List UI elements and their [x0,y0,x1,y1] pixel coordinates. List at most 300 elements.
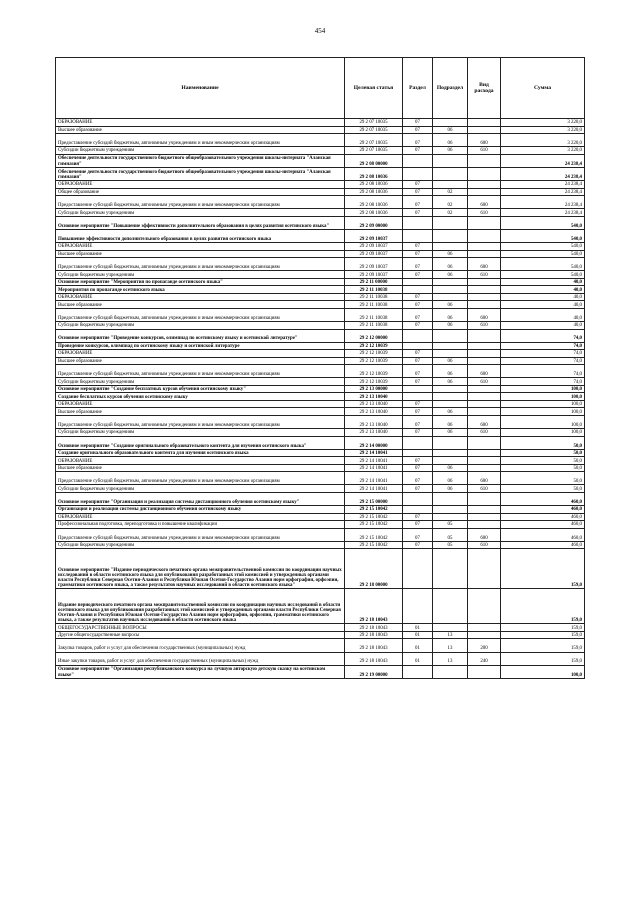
cell-section [403,229,433,242]
cell-target-article: 29 2 18 00000 [345,549,403,589]
cell-section: 07 [403,250,433,258]
cell-section [403,449,433,457]
cell-name: Высшее образование [56,126,345,134]
header-target-article: Целевая статья [345,58,403,119]
cell-section [403,492,433,505]
table-row [56,286,585,294]
cell-sum: 74,0 [501,365,585,378]
table-row [56,408,585,416]
table-row [56,631,585,639]
cell-target-article: 29 2 14 10041 [345,449,403,457]
cell-target-article: 29 2 12 00000 [345,329,403,342]
cell-subsection [433,286,468,294]
cell-subsection: 06 [433,126,468,134]
cell-expense-type: 610 [468,485,501,493]
cell-sum: 540,0 [501,271,585,279]
cell-section: 07 [403,243,433,251]
cell-subsection: 06 [433,271,468,279]
table-row [56,308,585,321]
cell-expense-type: 600 [468,134,501,147]
table-row [56,400,585,408]
cell-expense-type: 600 [468,528,501,541]
cell-subsection [433,393,468,401]
table-row [56,393,585,401]
cell-section [403,342,433,350]
cell-subsection [433,216,468,229]
cell-section [403,278,433,286]
cell-target-article: 29 2 07 10035 [345,147,403,155]
table-row [56,365,585,378]
cell-name: Создание бесплатных курсов обучения осетинскому языку [56,393,345,401]
header-section: Раздел [403,58,433,119]
cell-name: Субсидии бюджетным учреждениям [56,485,345,493]
cell-expense-type [468,400,501,408]
cell-name: Издание периодического печатного органа межправительственной комиссии по координации научных исследований в области осетинского языка для опубликования разработанных этой комиссией и утвержденных органами власти Республики Северная Осетия-Алания и Республики Южная Осетия-Государство Алания норм орфографии, орфоэпии, грамматики осетинского языка, а также результатов научных исследований в области осетинского языка [56,589,345,624]
table-row [56,293,585,301]
header-name: Наименование [56,58,345,119]
table-row [56,126,585,134]
table-row [56,271,585,279]
cell-expense-type: 610 [468,209,501,217]
cell-target-article: 29 2 12 10039 [345,357,403,365]
cell-target-article: 29 2 15 10042 [345,506,403,514]
cell-section [403,286,433,294]
cell-section [403,393,433,401]
cell-target-article: 29 2 13 10040 [345,429,403,437]
cell-name: Повышение эффективности дополнительного образования в целях развития осетинского языка [56,229,345,242]
cell-sum: 24 238,4 [501,188,585,196]
table-row [56,506,585,514]
cell-sum: 159,0 [501,631,585,639]
table-row [56,147,585,155]
table-row [56,278,585,286]
cell-sum: 50,0 [501,464,585,472]
cell-sum: 100,0 [501,400,585,408]
cell-subsection: 06 [433,250,468,258]
table-row [56,209,585,217]
budget-table [55,57,585,679]
cell-expense-type: 600 [468,472,501,485]
cell-expense-type: 240 [468,652,501,665]
cell-target-article: 29 2 19 00000 [345,665,403,678]
cell-target-article: 29 2 11 10038 [345,286,403,294]
cell-target-article: 29 2 08 10036 [345,167,403,180]
cell-section: 07 [403,350,433,358]
cell-name: ОБРАЗОВАНИЕ [56,293,345,301]
cell-sum: 50,0 [501,449,585,457]
table-row [56,652,585,665]
cell-expense-type: 600 [468,196,501,209]
table-row [56,549,585,589]
cell-section: 07 [403,181,433,189]
cell-name: Основное мероприятие "Издание периодического печатного органа межправительственной комиссии по координации научных исследований в области осетинского языка для опубликования разработанных этой комиссией и утвержденных органами власти Республики Северная Осетия-Алания и Республики Южная Осетия-Государство Алания норм орфографии, орфоэпии, грамматики осетинского языка, а также результатов научных исследований в области осетинского языка" [56,549,345,589]
cell-subsection: 06 [433,147,468,155]
cell-target-article: 29 2 12 10039 [345,365,403,378]
cell-section: 07 [403,301,433,309]
cell-expense-type: 610 [468,541,501,549]
table-row [56,415,585,428]
cell-section: 07 [403,258,433,271]
cell-target-article: 29 2 09 10037 [345,271,403,279]
cell-target-article: 29 2 07 10035 [345,119,403,127]
cell-target-article: 29 2 09 00000 [345,216,403,229]
table-row [56,513,585,521]
cell-section: 07 [403,209,433,217]
table-row [56,196,585,209]
cell-name: ОБРАЗОВАНИЕ [56,119,345,127]
cell-expense-type [468,119,501,127]
cell-name: Высшее образование [56,408,345,416]
cell-subsection: 06 [433,258,468,271]
header-sum: Сумма [501,58,585,119]
cell-expense-type [468,665,501,678]
cell-target-article: 29 2 08 00000 [345,154,403,167]
cell-sum: 100,0 [501,665,585,678]
cell-name: Основное мероприятие "Организация и реализация системы дистанционного обучения осетинскому языку" [56,492,345,505]
cell-section: 07 [403,188,433,196]
cell-subsection: 13 [433,652,468,665]
cell-name: Предоставление субсидий бюджетным, автономным учреждениям и иным некоммерческим организациям [56,415,345,428]
cell-section: 01 [403,639,433,652]
table-row [56,639,585,652]
cell-subsection [433,243,468,251]
cell-subsection [433,549,468,589]
cell-expense-type [468,216,501,229]
cell-expense-type: 600 [468,365,501,378]
cell-target-article: 29 2 14 10041 [345,485,403,493]
cell-sum: 40,0 [501,301,585,309]
cell-subsection [433,449,468,457]
cell-section [403,549,433,589]
table-row [56,301,585,309]
cell-section: 07 [403,429,433,437]
cell-expense-type [468,393,501,401]
table-row [56,229,585,242]
cell-subsection [433,506,468,514]
cell-expense-type [468,549,501,589]
cell-sum: 159,0 [501,624,585,632]
cell-section: 07 [403,400,433,408]
cell-name: Субсидии бюджетным учреждениям [56,378,345,386]
cell-target-article: 29 2 14 10041 [345,472,403,485]
cell-target-article: 29 2 07 10035 [345,134,403,147]
cell-name: Субсидии бюджетным учреждениям [56,209,345,217]
cell-expense-type [468,181,501,189]
table-row [56,181,585,189]
cell-name: Обеспечение деятельности государственного бюджетного общеобразовательного учреждения школы-интерната "Аланская гимназия" [56,167,345,180]
cell-target-article: 29 2 18 10043 [345,589,403,624]
cell-section: 01 [403,624,433,632]
cell-name: Мероприятия по пропаганде осетинского языка [56,286,345,294]
table-row [56,167,585,180]
cell-target-article: 29 2 14 00000 [345,436,403,449]
cell-target-article: 29 2 18 10043 [345,639,403,652]
header-expense-type: Вид расхода [468,58,501,119]
cell-name: Субсидии бюджетным учреждениям [56,541,345,549]
cell-sum: 159,0 [501,639,585,652]
cell-subsection: 06 [433,322,468,330]
cell-section: 07 [403,308,433,321]
table-row [56,188,585,196]
cell-target-article: 29 2 11 10038 [345,308,403,321]
cell-name: Основное мероприятие "Мероприятия по пропаганде осетинского языка" [56,278,345,286]
cell-sum: 159,0 [501,652,585,665]
table-row [56,541,585,549]
cell-subsection: 06 [433,134,468,147]
cell-name: Предоставление субсидий бюджетным, автономным учреждениям и иным некоммерческим организациям [56,308,345,321]
cell-expense-type [468,449,501,457]
cell-subsection [433,665,468,678]
cell-subsection [433,350,468,358]
cell-sum: 3 220,0 [501,119,585,127]
cell-subsection: 06 [433,415,468,428]
cell-expense-type: 610 [468,429,501,437]
cell-target-article: 29 2 12 10039 [345,350,403,358]
cell-subsection [433,167,468,180]
cell-sum: 40,0 [501,322,585,330]
cell-expense-type: 610 [468,147,501,155]
cell-sum: 460,0 [501,541,585,549]
cell-target-article: 29 2 13 00000 [345,385,403,393]
cell-name: ОБРАЗОВАНИЕ [56,513,345,521]
cell-expense-type: 600 [468,308,501,321]
cell-name: ОБЩЕГОСУДАРСТВЕННЫЕ ВОПРОСЫ [56,624,345,632]
cell-sum: 460,0 [501,492,585,505]
cell-subsection: 02 [433,196,468,209]
table-row [56,134,585,147]
cell-name: Закупка товаров, работ и услуг для обеспечения государственных (муниципальных) нужд [56,639,345,652]
cell-expense-type [468,293,501,301]
cell-target-article: 29 2 18 10043 [345,652,403,665]
cell-subsection: 06 [433,408,468,416]
cell-target-article: 29 2 13 10040 [345,408,403,416]
cell-sum: 24 238,4 [501,167,585,180]
cell-section: 07 [403,521,433,529]
cell-expense-type [468,357,501,365]
page-number: 454 [314,27,326,35]
cell-expense-type [468,492,501,505]
cell-section: 07 [403,457,433,465]
cell-expense-type [468,521,501,529]
cell-subsection [433,181,468,189]
cell-section: 07 [403,357,433,365]
cell-subsection [433,329,468,342]
cell-expense-type [468,167,501,180]
cell-expense-type [468,301,501,309]
cell-sum: 540,0 [501,229,585,242]
cell-sum: 40,0 [501,308,585,321]
cell-subsection: 05 [433,528,468,541]
cell-target-article: 29 2 15 10042 [345,528,403,541]
cell-expense-type [468,329,501,342]
cell-target-article: 29 2 13 10040 [345,415,403,428]
cell-section: 07 [403,365,433,378]
cell-section: 07 [403,415,433,428]
cell-expense-type [468,286,501,294]
cell-section [403,167,433,180]
cell-name: Предоставление субсидий бюджетным, автономным учреждениям и иным некоммерческим организациям [56,258,345,271]
cell-section [403,436,433,449]
cell-target-article: 29 2 09 10037 [345,258,403,271]
cell-section: 07 [403,485,433,493]
cell-expense-type: 200 [468,639,501,652]
cell-sum: 74,0 [501,357,585,365]
table-row [56,528,585,541]
cell-section: 07 [403,322,433,330]
cell-subsection [433,154,468,167]
cell-subsection [433,589,468,624]
table-row [56,429,585,437]
cell-sum: 74,0 [501,329,585,342]
cell-section: 01 [403,631,433,639]
cell-expense-type: 600 [468,258,501,271]
cell-expense-type [468,154,501,167]
cell-target-article: 29 2 12 10039 [345,378,403,386]
cell-section: 07 [403,293,433,301]
cell-subsection [433,624,468,632]
cell-sum: 540,0 [501,216,585,229]
cell-expense-type [468,250,501,258]
cell-sum: 540,0 [501,258,585,271]
cell-target-article: 29 2 13 10040 [345,400,403,408]
cell-name: Субсидии бюджетным учреждениям [56,271,345,279]
table-row [56,350,585,358]
cell-sum: 24 238,4 [501,181,585,189]
table-header-row [56,58,585,119]
cell-target-article: 29 2 09 10037 [345,243,403,251]
table-row [56,589,585,624]
cell-name: Иные закупки товаров, работ и услуг для обеспечения государственных (муниципальных) нужд [56,652,345,665]
cell-name: Создание оригинального образовательного контента для изучения осетинского языка [56,449,345,457]
table-row [56,485,585,493]
cell-sum: 159,0 [501,549,585,589]
cell-section: 07 [403,464,433,472]
table-row [56,457,585,465]
cell-section: 07 [403,528,433,541]
table-body [56,119,585,679]
cell-sum: 74,0 [501,350,585,358]
cell-subsection: 13 [433,631,468,639]
cell-target-article: 29 2 11 10038 [345,293,403,301]
cell-section [403,216,433,229]
cell-sum: 100,0 [501,393,585,401]
cell-subsection [433,513,468,521]
cell-expense-type [468,436,501,449]
cell-target-article: 29 2 08 10036 [345,209,403,217]
table-row [56,665,585,678]
cell-sum: 50,0 [501,457,585,465]
cell-name: ОБРАЗОВАНИЕ [56,243,345,251]
table-row [56,322,585,330]
table-row [56,521,585,529]
cell-name: ОБРАЗОВАНИЕ [56,181,345,189]
cell-subsection: 06 [433,429,468,437]
cell-target-article: 29 2 09 10037 [345,229,403,242]
cell-target-article: 29 2 09 10037 [345,250,403,258]
cell-name: ОБРАЗОВАНИЕ [56,350,345,358]
table-row [56,624,585,632]
cell-target-article: 29 2 15 10042 [345,521,403,529]
cell-name: Предоставление субсидий бюджетным, автономным учреждениям и иным некоммерческим организациям [56,134,345,147]
cell-subsection [433,385,468,393]
cell-name: Основное мероприятие "Создание бесплатных курсов обучения осетинскому языку" [56,385,345,393]
cell-sum: 3 220,0 [501,126,585,134]
cell-section [403,154,433,167]
cell-name: Другие общегосударственные вопросы [56,631,345,639]
cell-target-article: 29 2 08 10036 [345,181,403,189]
cell-section [403,506,433,514]
cell-sum: 100,0 [501,408,585,416]
table-row [56,250,585,258]
cell-section: 07 [403,271,433,279]
cell-sum: 460,0 [501,513,585,521]
table-row [56,464,585,472]
cell-sum: 24 238,4 [501,209,585,217]
cell-section: 07 [403,126,433,134]
table-row [56,449,585,457]
table-row [56,436,585,449]
cell-name: Высшее образование [56,250,345,258]
cell-sum: 3 220,0 [501,147,585,155]
cell-section: 07 [403,408,433,416]
cell-sum: 74,0 [501,342,585,350]
cell-name: Общее образование [56,188,345,196]
cell-subsection: 06 [433,378,468,386]
table-row [56,119,585,127]
table-row [56,243,585,251]
cell-subsection: 06 [433,485,468,493]
table-row [56,472,585,485]
cell-expense-type [468,229,501,242]
cell-expense-type [468,464,501,472]
cell-sum: 100,0 [501,415,585,428]
cell-section: 07 [403,472,433,485]
cell-section [403,329,433,342]
cell-expense-type [468,408,501,416]
cell-name: Предоставление субсидий бюджетным, автономным учреждениям и иным некоммерческим организациям [56,365,345,378]
header-subsection: Подраздел [433,58,468,119]
cell-name: Основное мероприятие "Проведение конкурсов, олимпиад по осетинскому языку и осетинской литературе" [56,329,345,342]
cell-expense-type: 610 [468,322,501,330]
cell-name: Высшее образование [56,357,345,365]
cell-sum: 74,0 [501,378,585,386]
cell-subsection: 06 [433,357,468,365]
cell-expense-type [468,385,501,393]
table-row [56,378,585,386]
cell-target-article: 29 2 11 10038 [345,301,403,309]
cell-target-article: 29 2 18 10043 [345,631,403,639]
cell-subsection [433,342,468,350]
cell-expense-type [468,457,501,465]
cell-target-article: 29 2 08 10036 [345,196,403,209]
cell-section: 07 [403,513,433,521]
cell-section: 07 [403,134,433,147]
cell-expense-type [468,243,501,251]
cell-sum: 100,0 [501,385,585,393]
cell-section: 07 [403,147,433,155]
cell-name: ОБРАЗОВАНИЕ [56,457,345,465]
cell-subsection: 02 [433,188,468,196]
cell-name: Субсидии бюджетным учреждениям [56,147,345,155]
cell-sum: 40,0 [501,286,585,294]
table-row [56,342,585,350]
cell-expense-type [468,631,501,639]
cell-expense-type [468,506,501,514]
cell-name: Основное мероприятие "Повышение эффективности дополнительного образования в целях развития осетинского языка" [56,216,345,229]
table-row [56,329,585,342]
cell-name: ОБРАЗОВАНИЕ [56,400,345,408]
cell-subsection: 06 [433,464,468,472]
